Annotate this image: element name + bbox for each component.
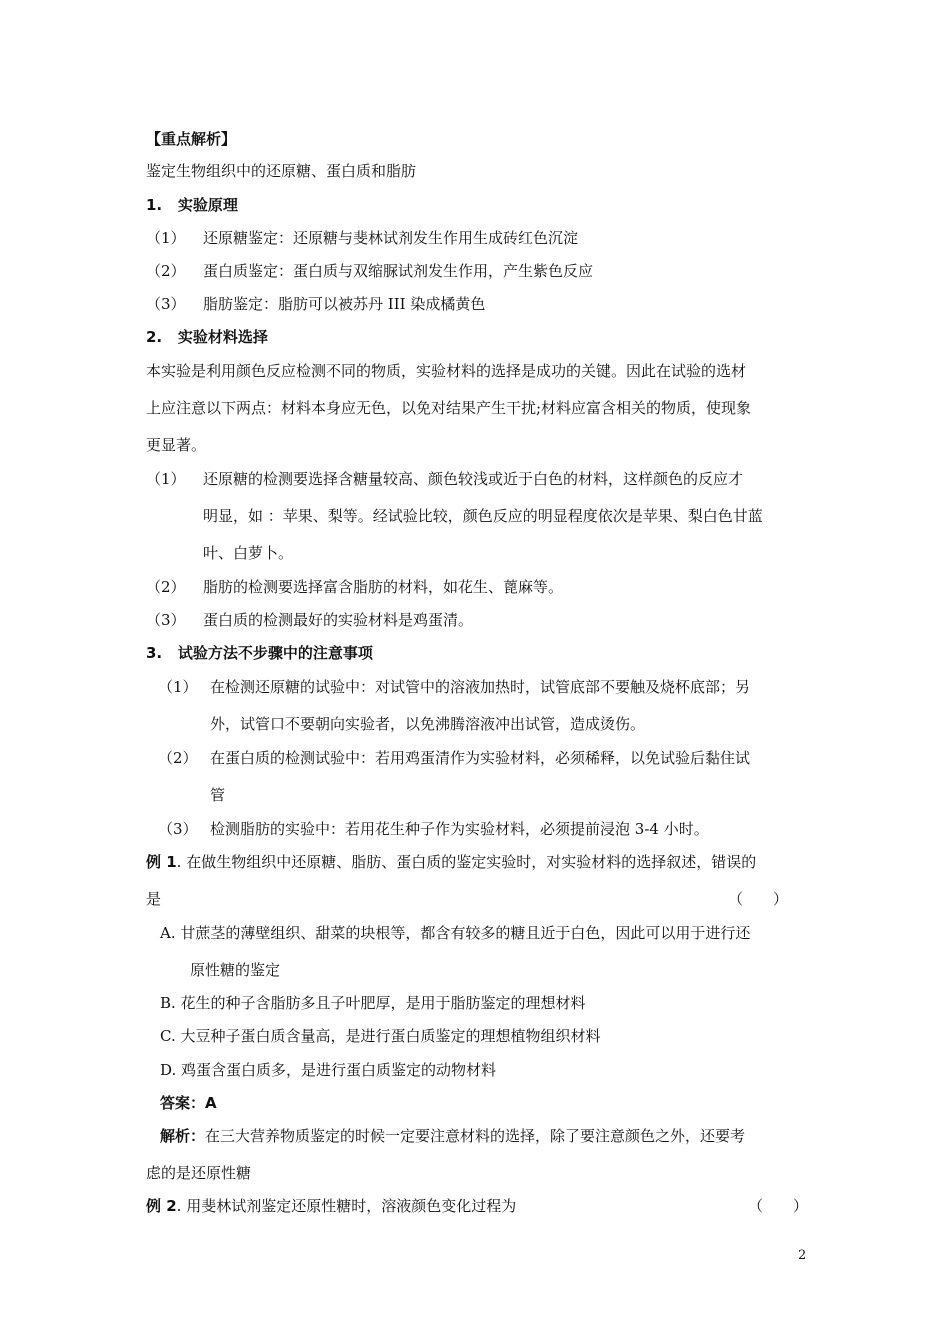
analysis-cont: 虑的是还原性糖: [146, 1164, 252, 1182]
heading-principle: [146, 195, 238, 215]
para-line: 本实验是利用颜色反应检测不同的物质，实验材料的选择是成功的关键。因此在试验的选材: [146, 362, 747, 380]
material-item: （2） 脂肪的检测要选择富含脂肪的材料，如花生、蓖麻等。: [146, 578, 564, 596]
caution-item: （1） 在检测还原糖的试验中：对试管中的溶液加热时，试管底部不要触及烧杯底部；另: [158, 678, 751, 696]
material-item: （3） 蛋白质的检测最好的实验材料是鸡蛋清。: [146, 611, 474, 629]
analysis-label: 解析：: [160, 1127, 206, 1145]
option-a: A. 甘蔗茎的薄壁组织、甜菜的块根等，都含有较多的糖且近于白色，因此可以用于进行还: [160, 924, 751, 942]
heading-text: 实验原理: [177, 196, 238, 214]
option-a-cont: 原性糖的鉴定: [190, 961, 281, 979]
para-line: 更显著。: [146, 436, 207, 454]
material-line: 明显，如 ：苹果、梨等。经试验比较，颜色反应的明显程度依次是苹果、梨白色甘蓝: [203, 507, 763, 525]
heading-cautions: [146, 643, 373, 663]
example-1-question: 例 1. 在做生物组织中还原糖、脂肪、蛋白质的鉴定实验时，对实验材料的选择叙述，错误的: [146, 853, 757, 871]
example-label: 例 2: [146, 1197, 177, 1215]
intro-line: 鉴定生物组织中的还原糖、蛋白质和脂肪: [146, 162, 417, 180]
material-line: 叶、白萝卜。: [203, 544, 294, 562]
caution-item: （3） 检测脂肪的实验中：若用花生种子作为实验材料，必须提前浸泡 3-4 小时。: [158, 820, 709, 838]
principle-item: （3） 脂肪鉴定：脂肪可以被苏丹 III 染成橘黄色: [146, 295, 486, 313]
heading-text: 试验方法不步骤中的注意事项: [177, 644, 373, 662]
page-number: 2: [798, 1248, 807, 1263]
caution-line: 管: [210, 786, 226, 804]
example-label: 例 1: [146, 853, 177, 871]
caution-item: （2） 在蛋白质的检测试验中：若用鸡蛋清作为实验材料，必须稀释，以免试验后黏住试: [158, 749, 751, 767]
answer-paren: （ ）: [728, 890, 789, 908]
principle-item: （2） 蛋白质鉴定：蛋白质与双缩脲试剂发生作用，产生紫色反应: [146, 262, 594, 280]
answer: [160, 1093, 217, 1113]
section-title: 【重点解析】: [146, 130, 237, 148]
option-c: C. 大豆种子蛋白质含量高，是进行蛋白质鉴定的理想植物组织材料: [160, 1027, 601, 1045]
material-item: （1） 还原糖的检测要选择含糖量较高、颜色较浅或近于白色的材料，这样颜色的反应才: [146, 470, 744, 488]
caution-line: 外，试管口不要朝向实验者，以免沸腾溶液冲出试管，造成烫伤。: [210, 715, 646, 733]
answer-value: A: [205, 1094, 217, 1112]
principle-item: （1） 还原糖鉴定：还原糖与斐林试剂发生作用生成砖红色沉淀: [146, 229, 579, 247]
answer-paren: （ ）: [748, 1197, 809, 1215]
heading-number: 1.: [146, 196, 163, 214]
example-1-question-cont: 是: [146, 890, 162, 908]
option-d: D. 鸡蛋含蛋白质多，是进行蛋白质鉴定的动物材料: [160, 1061, 497, 1079]
option-b: B. 花生的种子含脂肪多且子叶肥厚，是用于脂肪鉴定的理想材料: [160, 994, 586, 1012]
heading-number: 3.: [146, 644, 163, 662]
para-line: 上应注意以下两点：材料本身应无色，以免对结果产生干扰;材料应富含相关的物质，使现象: [146, 399, 752, 417]
heading-text: 实验材料选择: [177, 328, 268, 346]
heading-number: 2.: [146, 328, 163, 346]
heading-materials: [146, 327, 268, 347]
analysis: 解析：在三大营养物质鉴定的时候一定要注意材料的选择，除了要注意颜色之外，还要考: [160, 1127, 746, 1145]
example-2-question: 例 2. 用斐林试剂鉴定还原性糖时，溶液颜色变化过程为: [146, 1197, 517, 1215]
answer-label: 答案：: [160, 1094, 206, 1112]
